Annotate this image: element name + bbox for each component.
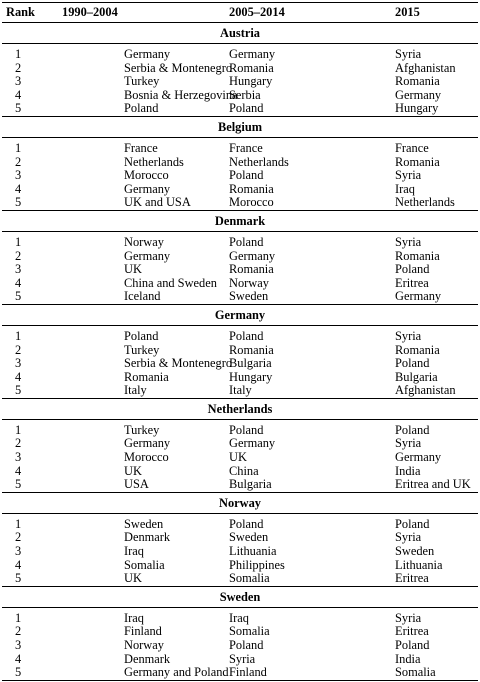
period-1990-2004-cell: Iceland bbox=[62, 290, 229, 304]
period-2015-cell: Syria bbox=[395, 168, 422, 183]
period-2005-2014-cell: Germany bbox=[229, 47, 276, 61]
country-name: Belgium bbox=[2, 116, 478, 137]
period-2015-cell: Syria bbox=[395, 328, 422, 343]
table-row bbox=[2, 437, 478, 451]
table-row bbox=[2, 465, 478, 479]
period-2015-cell: Poland bbox=[395, 516, 430, 531]
period-2005-2014-cell: Norway bbox=[229, 275, 269, 290]
period-1990-2004-cell: UK bbox=[62, 572, 229, 586]
table-row bbox=[2, 344, 478, 358]
table-row bbox=[2, 169, 478, 183]
period-1990-2004-cell: Iraq bbox=[124, 544, 144, 559]
header-2005-2014: 2005–2014 bbox=[229, 3, 395, 23]
period-2015-cell: Germany bbox=[395, 450, 442, 465]
rank-cell: 2 bbox=[15, 60, 22, 75]
table-row bbox=[2, 478, 478, 492]
table-row bbox=[2, 250, 478, 264]
period-1990-2004-cell: Germany bbox=[124, 248, 171, 263]
period-2005-2014-cell: Germany bbox=[229, 436, 276, 451]
period-2005-2014-cell: Italy bbox=[229, 384, 395, 398]
rank-cell: 5 bbox=[2, 666, 62, 680]
period-2005-2014-cell: Sweden bbox=[229, 530, 269, 545]
period-2005-2014-cell: Lithuania bbox=[229, 544, 277, 559]
period-1990-2004-cell: Norway bbox=[124, 638, 164, 652]
period-1990-2004-cell: Norway bbox=[124, 234, 164, 249]
period-1990-2004-cell: Germany bbox=[124, 436, 171, 451]
table-row bbox=[2, 357, 478, 371]
period-1990-2004-cell: UK and USA bbox=[62, 196, 229, 210]
period-2005-2014-cell: Finland bbox=[229, 666, 395, 680]
period-1990-2004-cell: Germany and Poland bbox=[62, 666, 229, 680]
table-row bbox=[2, 612, 478, 626]
rank-cell: 3 bbox=[15, 74, 22, 89]
table-body bbox=[2, 23, 478, 681]
country-section-header bbox=[2, 210, 478, 231]
header-rank: Rank bbox=[2, 3, 62, 23]
period-2005-2014-cell: Poland bbox=[229, 234, 264, 249]
rank-cell: 3 bbox=[15, 168, 22, 183]
period-2015-cell: Poland bbox=[395, 422, 430, 437]
period-1990-2004-cell: Turkey bbox=[124, 74, 160, 89]
rank-cell: 5 bbox=[2, 478, 62, 492]
period-2005-2014-cell: Poland bbox=[229, 168, 264, 183]
period-2005-2014-cell: Romania bbox=[229, 181, 274, 196]
rank-cell: 5 bbox=[2, 196, 62, 210]
table-row bbox=[2, 559, 478, 573]
country-section-header bbox=[2, 398, 478, 419]
period-2005-2014-cell: Romania bbox=[229, 60, 274, 75]
rank-cell: 1 bbox=[15, 234, 22, 249]
rank-cell: 2 bbox=[15, 624, 22, 639]
country-section-header bbox=[2, 304, 478, 325]
table-row bbox=[2, 277, 478, 291]
table-row bbox=[2, 424, 478, 438]
rank-cell: 4 bbox=[15, 87, 22, 102]
period-2005-2014-cell: China bbox=[229, 463, 259, 478]
rank-cell: 3 bbox=[15, 262, 22, 277]
period-1990-2004-cell: Morocco bbox=[124, 168, 169, 183]
rank-cell: 2 bbox=[15, 154, 22, 169]
rank-cell: 1 bbox=[15, 422, 22, 437]
period-2005-2014-cell: Poland bbox=[229, 516, 264, 531]
period-2005-2014-cell: Somalia bbox=[229, 572, 395, 586]
country-section-header bbox=[2, 23, 478, 44]
period-2015-cell: Iraq bbox=[395, 181, 415, 196]
table-row bbox=[2, 531, 478, 545]
period-2005-2014-cell: France bbox=[229, 140, 263, 155]
period-2015-cell: Syria bbox=[395, 436, 422, 451]
period-2015-cell: Syria bbox=[395, 234, 422, 249]
rank-cell: 2 bbox=[15, 342, 22, 357]
rank-cell: 1 bbox=[15, 140, 22, 155]
table-row bbox=[2, 666, 478, 680]
table-row bbox=[2, 451, 478, 465]
table-row bbox=[2, 156, 478, 170]
period-2005-2014-cell: Syria bbox=[229, 651, 256, 666]
rank-cell: 2 bbox=[15, 248, 22, 263]
period-1990-2004-cell: Denmark bbox=[124, 530, 171, 545]
period-2015-cell: Eritrea bbox=[395, 275, 429, 290]
period-2005-2014-cell: Iraq bbox=[229, 610, 249, 625]
table-row bbox=[2, 89, 478, 103]
period-2005-2014-cell: Germany bbox=[229, 248, 276, 263]
period-2015-cell: India bbox=[395, 651, 421, 666]
period-2005-2014-cell: Hungary bbox=[229, 74, 273, 89]
period-1990-2004-cell: China and Sweden bbox=[124, 275, 217, 290]
period-2015-cell: India bbox=[395, 463, 421, 478]
period-2005-2014-cell: Poland bbox=[229, 102, 395, 116]
rank-cell: 4 bbox=[15, 181, 22, 196]
period-2005-2014-cell: Serbia bbox=[229, 87, 261, 102]
period-2015-cell: Poland bbox=[395, 356, 430, 371]
period-1990-2004-cell: Serbia & Montenegro bbox=[124, 60, 233, 75]
country-name: Denmark bbox=[2, 210, 478, 231]
period-1990-2004-cell: Poland bbox=[124, 328, 159, 343]
period-1990-2004-cell: Romania bbox=[124, 369, 169, 384]
table-row bbox=[2, 330, 478, 344]
period-2005-2014-cell: Sweden bbox=[229, 290, 395, 304]
period-2005-2014-cell: Bulgaria bbox=[229, 356, 272, 371]
period-1990-2004-cell: Turkey bbox=[124, 342, 160, 357]
period-2005-2014-cell: UK bbox=[229, 450, 247, 465]
table-row bbox=[2, 572, 478, 586]
migration-ranking-table bbox=[2, 2, 478, 681]
period-1990-2004-cell: Finland bbox=[124, 624, 162, 639]
period-2005-2014-cell: Bulgaria bbox=[229, 478, 395, 492]
period-2015-cell: Afghanistan bbox=[395, 60, 456, 75]
country-name: Sweden bbox=[2, 586, 478, 607]
country-name: Germany bbox=[2, 304, 478, 325]
period-2015-cell: Romania bbox=[395, 154, 440, 169]
header-2015: 2015 bbox=[395, 3, 478, 23]
rank-cell: 4 bbox=[15, 557, 22, 572]
period-2015-cell: Eritrea and UK bbox=[395, 478, 478, 492]
period-2015-cell: Poland bbox=[395, 262, 430, 277]
rank-cell: 1 bbox=[15, 47, 22, 61]
table-row bbox=[2, 48, 478, 62]
period-1990-2004-cell: Somalia bbox=[124, 557, 165, 572]
period-1990-2004-cell: UK bbox=[124, 262, 142, 277]
rank-cell: 4 bbox=[15, 651, 22, 666]
rank-cell: 3 bbox=[15, 450, 22, 465]
period-2005-2014-cell: Somalia bbox=[229, 624, 270, 639]
rank-cell: 4 bbox=[15, 369, 22, 384]
table-row bbox=[2, 653, 478, 667]
table-row bbox=[2, 102, 478, 116]
period-2015-cell: Afghanistan bbox=[395, 384, 478, 398]
period-2015-cell: Poland bbox=[395, 638, 430, 652]
period-1990-2004-cell: UK bbox=[124, 463, 142, 478]
table-row bbox=[2, 75, 478, 89]
rank-cell: 1 bbox=[15, 328, 22, 343]
period-2015-cell: Syria bbox=[395, 610, 422, 625]
period-2015-cell: Romania bbox=[395, 342, 440, 357]
period-2005-2014-cell: Philippines bbox=[229, 557, 285, 572]
table-row bbox=[2, 371, 478, 385]
period-2015-cell: Eritrea bbox=[395, 572, 478, 586]
period-1990-2004-cell: Iraq bbox=[124, 610, 144, 625]
rank-cell: 2 bbox=[15, 530, 22, 545]
country-name: Netherlands bbox=[2, 398, 478, 419]
period-1990-2004-cell: Morocco bbox=[124, 450, 169, 465]
period-2005-2014-cell: Poland bbox=[229, 328, 264, 343]
rank-cell: 1 bbox=[15, 610, 22, 625]
period-1990-2004-cell: Germany bbox=[124, 47, 171, 61]
period-2005-2014-cell: Hungary bbox=[229, 369, 273, 384]
rank-cell: 4 bbox=[15, 275, 22, 290]
period-1990-2004-cell: Sweden bbox=[124, 516, 164, 531]
rank-cell: 5 bbox=[2, 572, 62, 586]
period-2005-2014-cell: Poland bbox=[229, 638, 264, 652]
table-row bbox=[2, 62, 478, 76]
period-2005-2014-cell: Netherlands bbox=[229, 154, 289, 169]
rank-cell: 5 bbox=[2, 102, 62, 116]
period-2015-cell: Lithuania bbox=[395, 557, 443, 572]
country-name: Norway bbox=[2, 492, 478, 513]
table-row bbox=[2, 384, 478, 398]
period-1990-2004-cell: Turkey bbox=[124, 422, 160, 437]
table-row bbox=[2, 236, 478, 250]
rank-cell: 5 bbox=[2, 290, 62, 304]
country-section-header bbox=[2, 116, 478, 137]
country-name: Austria bbox=[2, 23, 478, 44]
period-1990-2004-cell: Denmark bbox=[124, 651, 171, 666]
country-section-header bbox=[2, 586, 478, 607]
period-2015-cell: Germany bbox=[395, 87, 442, 102]
header-1990-2004: 1990–2004 bbox=[62, 3, 229, 23]
table-row bbox=[2, 290, 478, 304]
period-2015-cell: Netherlands bbox=[395, 196, 478, 210]
table-row bbox=[2, 142, 478, 156]
period-2015-cell: France bbox=[395, 140, 429, 155]
rank-cell: 3 bbox=[15, 356, 22, 371]
period-1990-2004-cell: Poland bbox=[62, 102, 229, 116]
period-2015-cell: Eritrea bbox=[395, 624, 429, 639]
period-2005-2014-cell: Romania bbox=[229, 342, 274, 357]
period-1990-2004-cell: Serbia & Montenegro bbox=[124, 356, 233, 371]
period-1990-2004-cell: Germany bbox=[124, 181, 171, 196]
rank-cell: 3 bbox=[15, 544, 22, 559]
table-row bbox=[2, 183, 478, 197]
table-header bbox=[2, 3, 478, 23]
table-row bbox=[2, 518, 478, 532]
table-row bbox=[2, 196, 478, 210]
period-2005-2014-cell: Morocco bbox=[229, 196, 395, 210]
period-1990-2004-cell: USA bbox=[62, 478, 229, 492]
table-row bbox=[2, 545, 478, 559]
period-1990-2004-cell: Netherlands bbox=[124, 154, 184, 169]
period-2015-cell: Bulgaria bbox=[395, 369, 438, 384]
period-1990-2004-cell: Bosnia & Herzegovina bbox=[124, 87, 238, 102]
table-row bbox=[2, 625, 478, 639]
period-2005-2014-cell: Romania bbox=[229, 262, 274, 277]
rank-cell: 5 bbox=[2, 384, 62, 398]
rank-cell: 4 bbox=[15, 463, 22, 478]
period-1990-2004-cell: France bbox=[124, 140, 158, 155]
table-row bbox=[2, 263, 478, 277]
period-2015-cell: Somalia bbox=[395, 666, 478, 680]
rank-cell: 2 bbox=[15, 436, 22, 451]
period-2015-cell: Syria bbox=[395, 530, 422, 545]
rank-cell: 1 bbox=[15, 516, 22, 531]
period-2015-cell: Sweden bbox=[395, 544, 435, 559]
period-2015-cell: Syria bbox=[395, 47, 422, 61]
period-2015-cell: Romania bbox=[395, 74, 440, 89]
period-1990-2004-cell: Italy bbox=[62, 384, 229, 398]
rank-cell: 3 bbox=[15, 638, 22, 652]
period-2015-cell: Romania bbox=[395, 248, 440, 263]
period-2005-2014-cell: Poland bbox=[229, 422, 264, 437]
table-row bbox=[2, 639, 478, 653]
country-section-header bbox=[2, 492, 478, 513]
period-2015-cell: Germany bbox=[395, 290, 478, 304]
period-2015-cell: Hungary bbox=[395, 102, 478, 116]
